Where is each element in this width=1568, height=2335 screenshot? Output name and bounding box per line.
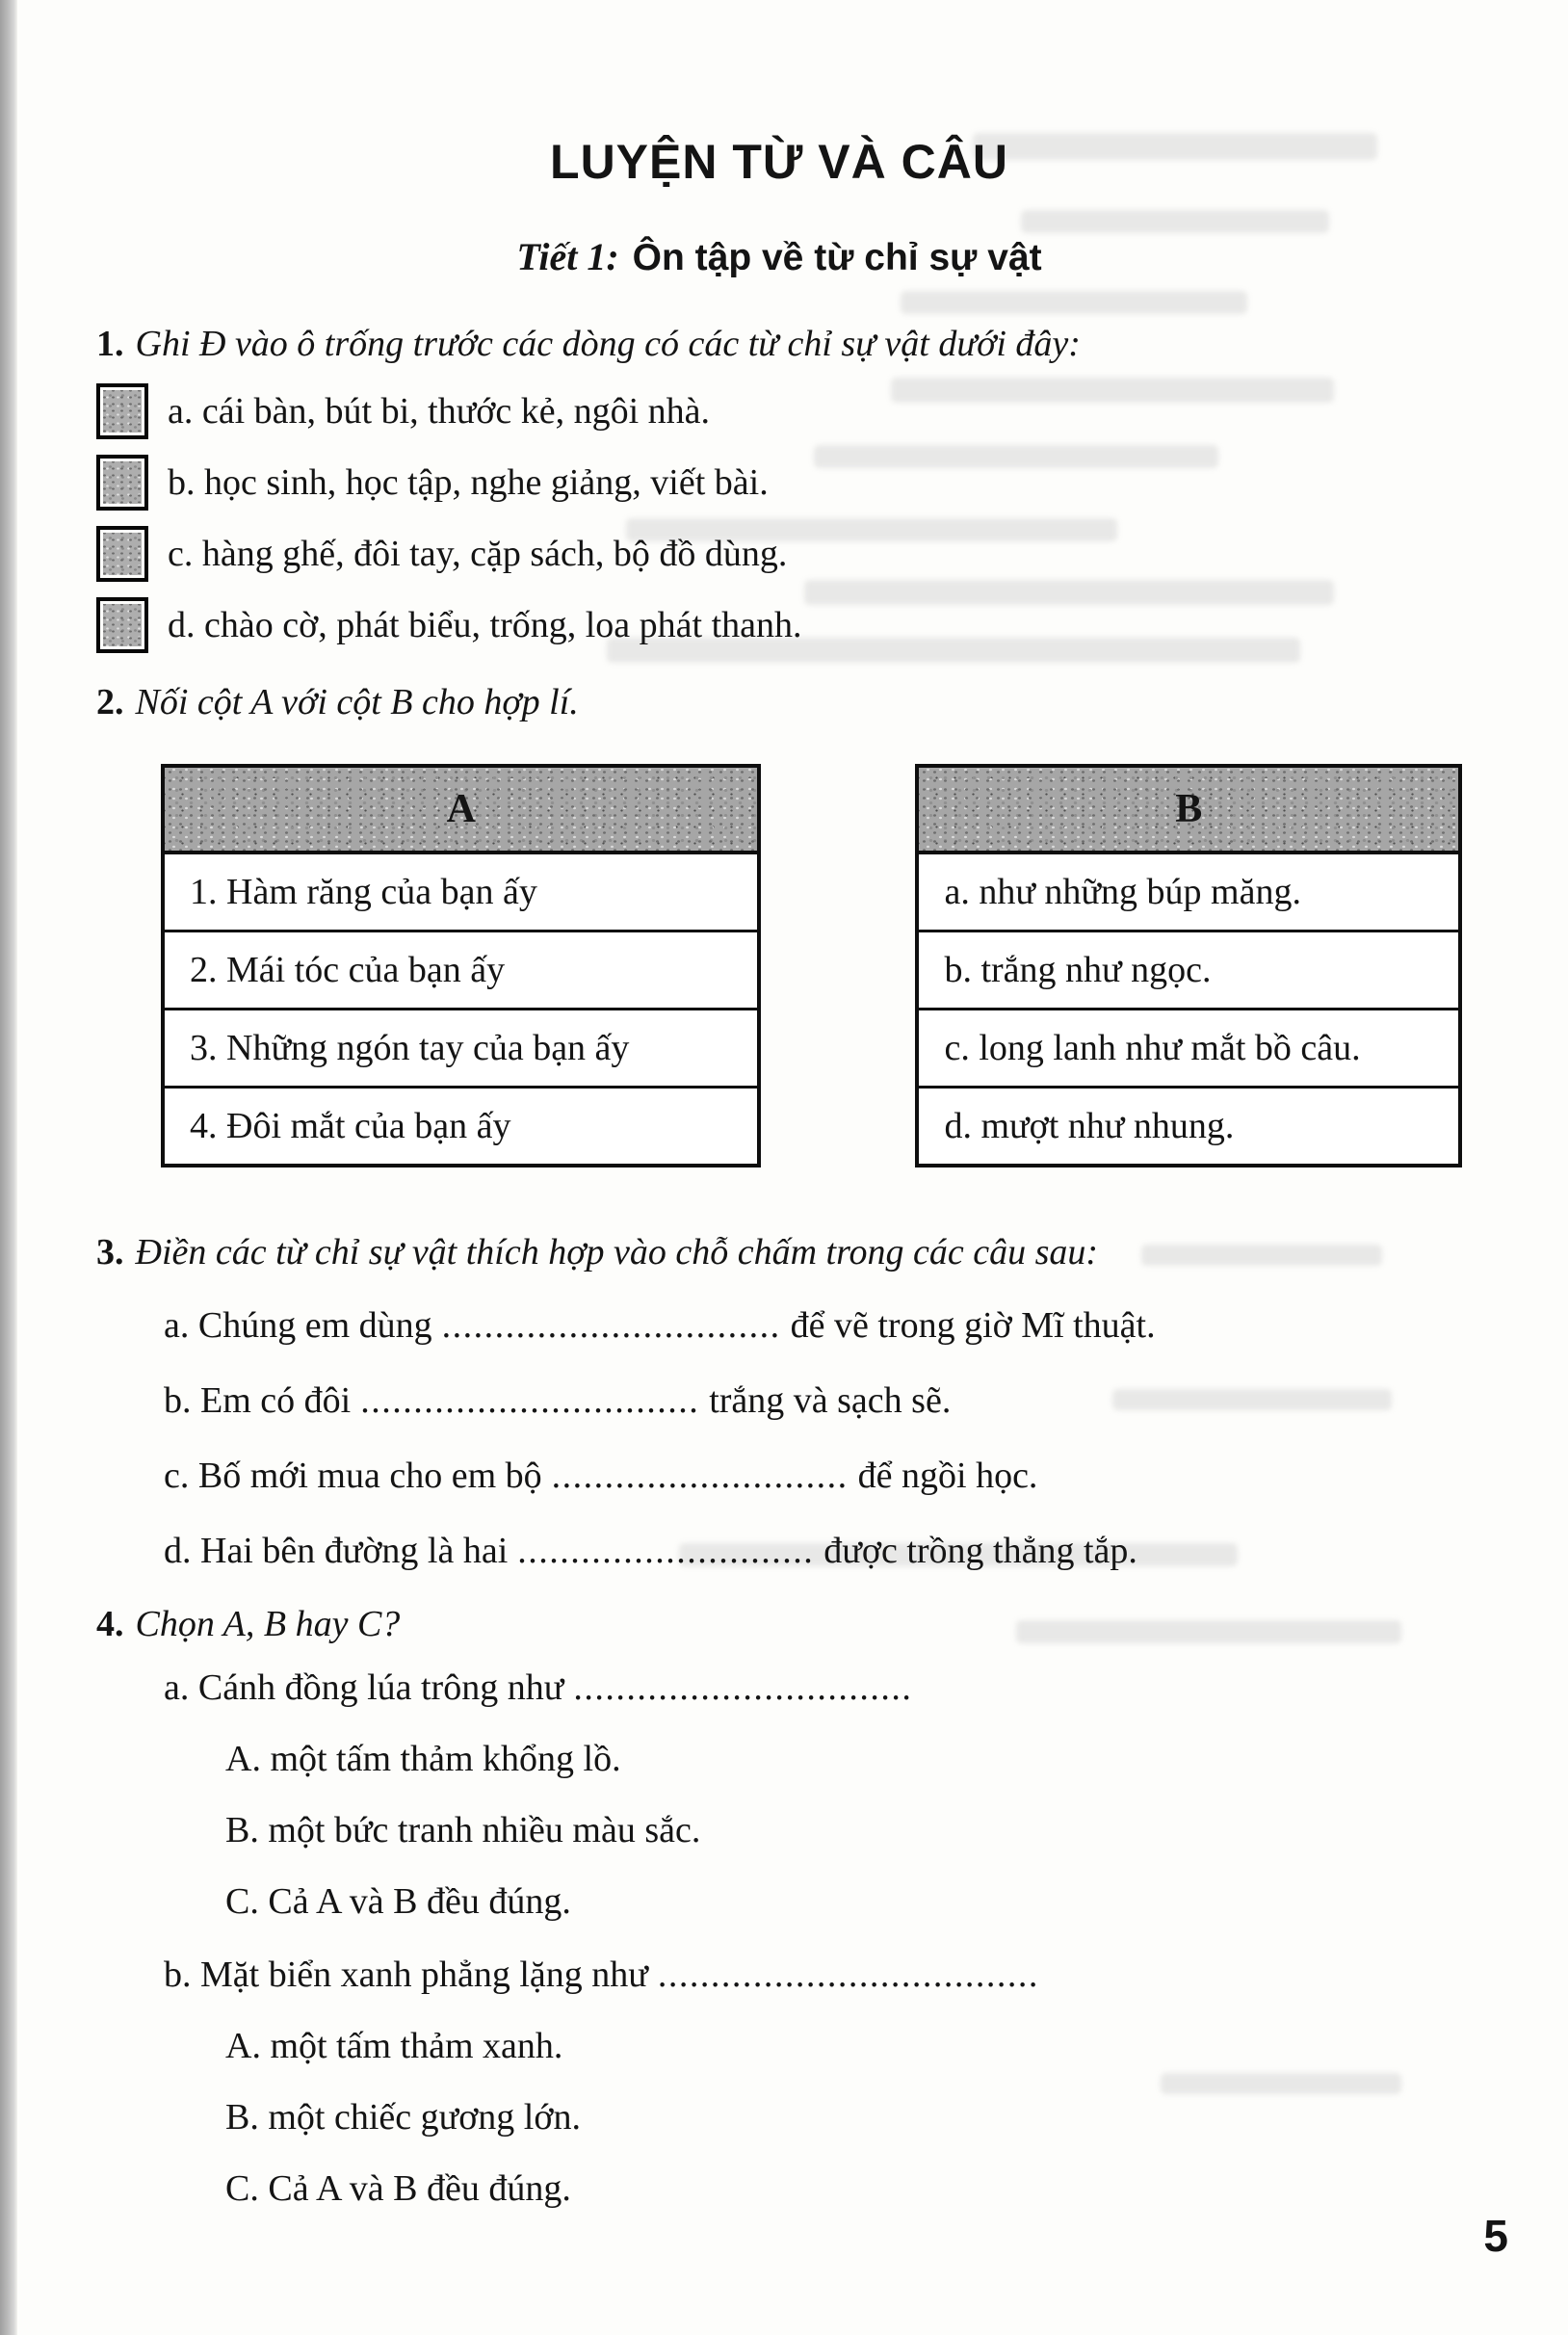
table-a-row-1: 1. Hàm răng của bạn ấy (190, 872, 537, 912)
table-a-row-4: 4. Đôi mắt của bạn ấy (165, 1086, 757, 1164)
matching-tables (161, 764, 1462, 1168)
exercise4-qb-option-a[interactable]: A. một tấm thảm xanh. (225, 2026, 563, 2066)
sentence-start: c. Bố mới mua cho em bộ (164, 1456, 542, 1496)
page-title: LUYỆN TỪ VÀ CÂU (550, 135, 1008, 189)
exercise2-instruction: Nối cột A với cột B cho hợp lí. (135, 682, 579, 722)
fill-in-blank[interactable]: ................................ (573, 1667, 913, 1708)
exercise1-item-c (96, 527, 1462, 581)
exercise4-heading (96, 1601, 1462, 1647)
question-prompt: b. Mặt biển xanh phẳng lặng như (164, 1955, 648, 1995)
exercise2-number: 2. (96, 682, 124, 722)
fill-in-blank[interactable]: ............................ (551, 1456, 849, 1496)
sentence-start: b. Em có đôi (164, 1380, 352, 1421)
table-column-b (915, 764, 1462, 1168)
exercise3-item-d (164, 1526, 1462, 1576)
table-a-row-2: 2. Mái tóc của bạn ấy (165, 930, 757, 1008)
exercise4-number: 4. (96, 1604, 124, 1644)
sentence-end: được trồng thẳng tắp. (823, 1531, 1137, 1571)
sentence-end: để vẽ trong giờ Mĩ thuật. (790, 1305, 1156, 1346)
exercise3-item-b (164, 1376, 1462, 1426)
table-column-a (161, 764, 761, 1168)
exercise1-item-b (96, 456, 1462, 510)
exercise4-qa-option-c[interactable]: C. Cả A và B đều đúng. (225, 1881, 571, 1922)
exercise3-item-a (164, 1300, 1462, 1351)
answer-checkbox-b[interactable] (96, 455, 148, 511)
table-b-header: B (919, 768, 1458, 854)
exercise1-item-d (96, 598, 1462, 652)
question-prompt: a. Cánh đồng lúa trông như (164, 1667, 564, 1708)
exercise1-item-d-text: d. chào cờ, phát biểu, trống, loa phát thanh. (168, 605, 802, 645)
exercise4-question-a (164, 1663, 1462, 1713)
answer-checkbox-d[interactable] (96, 597, 148, 653)
exercise1-item-a-text: a. cái bàn, bút bi, thước kẻ, ngôi nhà. (168, 391, 711, 432)
sentence-end: để ngồi học. (857, 1456, 1038, 1496)
exercise4-qa-option-a[interactable]: A. một tấm thảm khổng lồ. (225, 1739, 621, 1779)
fill-in-blank[interactable]: ................................ (441, 1305, 781, 1346)
table-b-row-b: b. trắng như ngọc. (919, 930, 1458, 1008)
table-a-header: A (165, 768, 757, 854)
exercise4-instruction: Chọn A, B hay C? (135, 1604, 401, 1644)
lesson-subtitle (96, 231, 1462, 292)
exercise4-qb-option-b[interactable]: B. một chiếc gương lớn. (225, 2097, 581, 2138)
exercise4-qa-option-b[interactable]: B. một bức tranh nhiều màu sắc. (225, 1810, 701, 1850)
table-a-row-3: 3. Những ngón tay của bạn ấy (165, 1008, 757, 1086)
exercise3-heading (96, 1229, 1462, 1275)
fill-in-blank[interactable]: ............................ (517, 1531, 815, 1571)
exercise1-item-b-text: b. học sinh, học tập, nghe giảng, viết bài. (168, 462, 769, 503)
exercise1-number: 1. (96, 324, 124, 364)
exercise1-instruction: Ghi Đ vào ô trống trước các dòng có các từ chỉ sự vật dưới đây: (135, 324, 1081, 364)
sentence-start: a. Chúng em dùng (164, 1305, 432, 1346)
answer-checkbox-a[interactable] (96, 383, 148, 439)
exercise1-item-a (96, 384, 1462, 438)
exercise3-item-c (164, 1451, 1462, 1501)
exercise1-item-c-text: c. hàng ghế, đôi tay, cặp sách, bộ đồ dùng. (168, 534, 788, 574)
fill-in-blank[interactable]: ................................ (360, 1380, 700, 1421)
table-b-row-d: d. mượt như nhung. (919, 1086, 1458, 1164)
lesson-title-text: Ôn tập về từ chỉ sự vật (632, 237, 1042, 278)
exercise4-question-b (164, 1950, 1462, 2000)
fill-in-blank[interactable]: .................................... (657, 1955, 1039, 1995)
exercise2-heading (96, 679, 1462, 725)
table-b-row-a: a. như những búp măng. (944, 872, 1301, 912)
exercise1-heading (96, 321, 1462, 367)
exercise4-qb-option-c[interactable]: C. Cả A và B đều đúng. (225, 2168, 571, 2209)
sentence-start: d. Hai bên đường là hai (164, 1531, 509, 1571)
exercise3-number: 3. (96, 1232, 124, 1272)
sentence-end: trắng và sạch sẽ. (709, 1380, 952, 1421)
answer-checkbox-c[interactable] (96, 526, 148, 582)
lesson-number-label: Tiết 1: (516, 235, 619, 278)
table-b-row-c: c. long lanh như mắt bồ câu. (919, 1008, 1458, 1086)
page-number: 5 (1483, 2211, 1508, 2261)
exercise3-instruction: Điền các từ chỉ sự vật thích hợp vào chỗ chấm trong các câu sau: (135, 1232, 1099, 1272)
